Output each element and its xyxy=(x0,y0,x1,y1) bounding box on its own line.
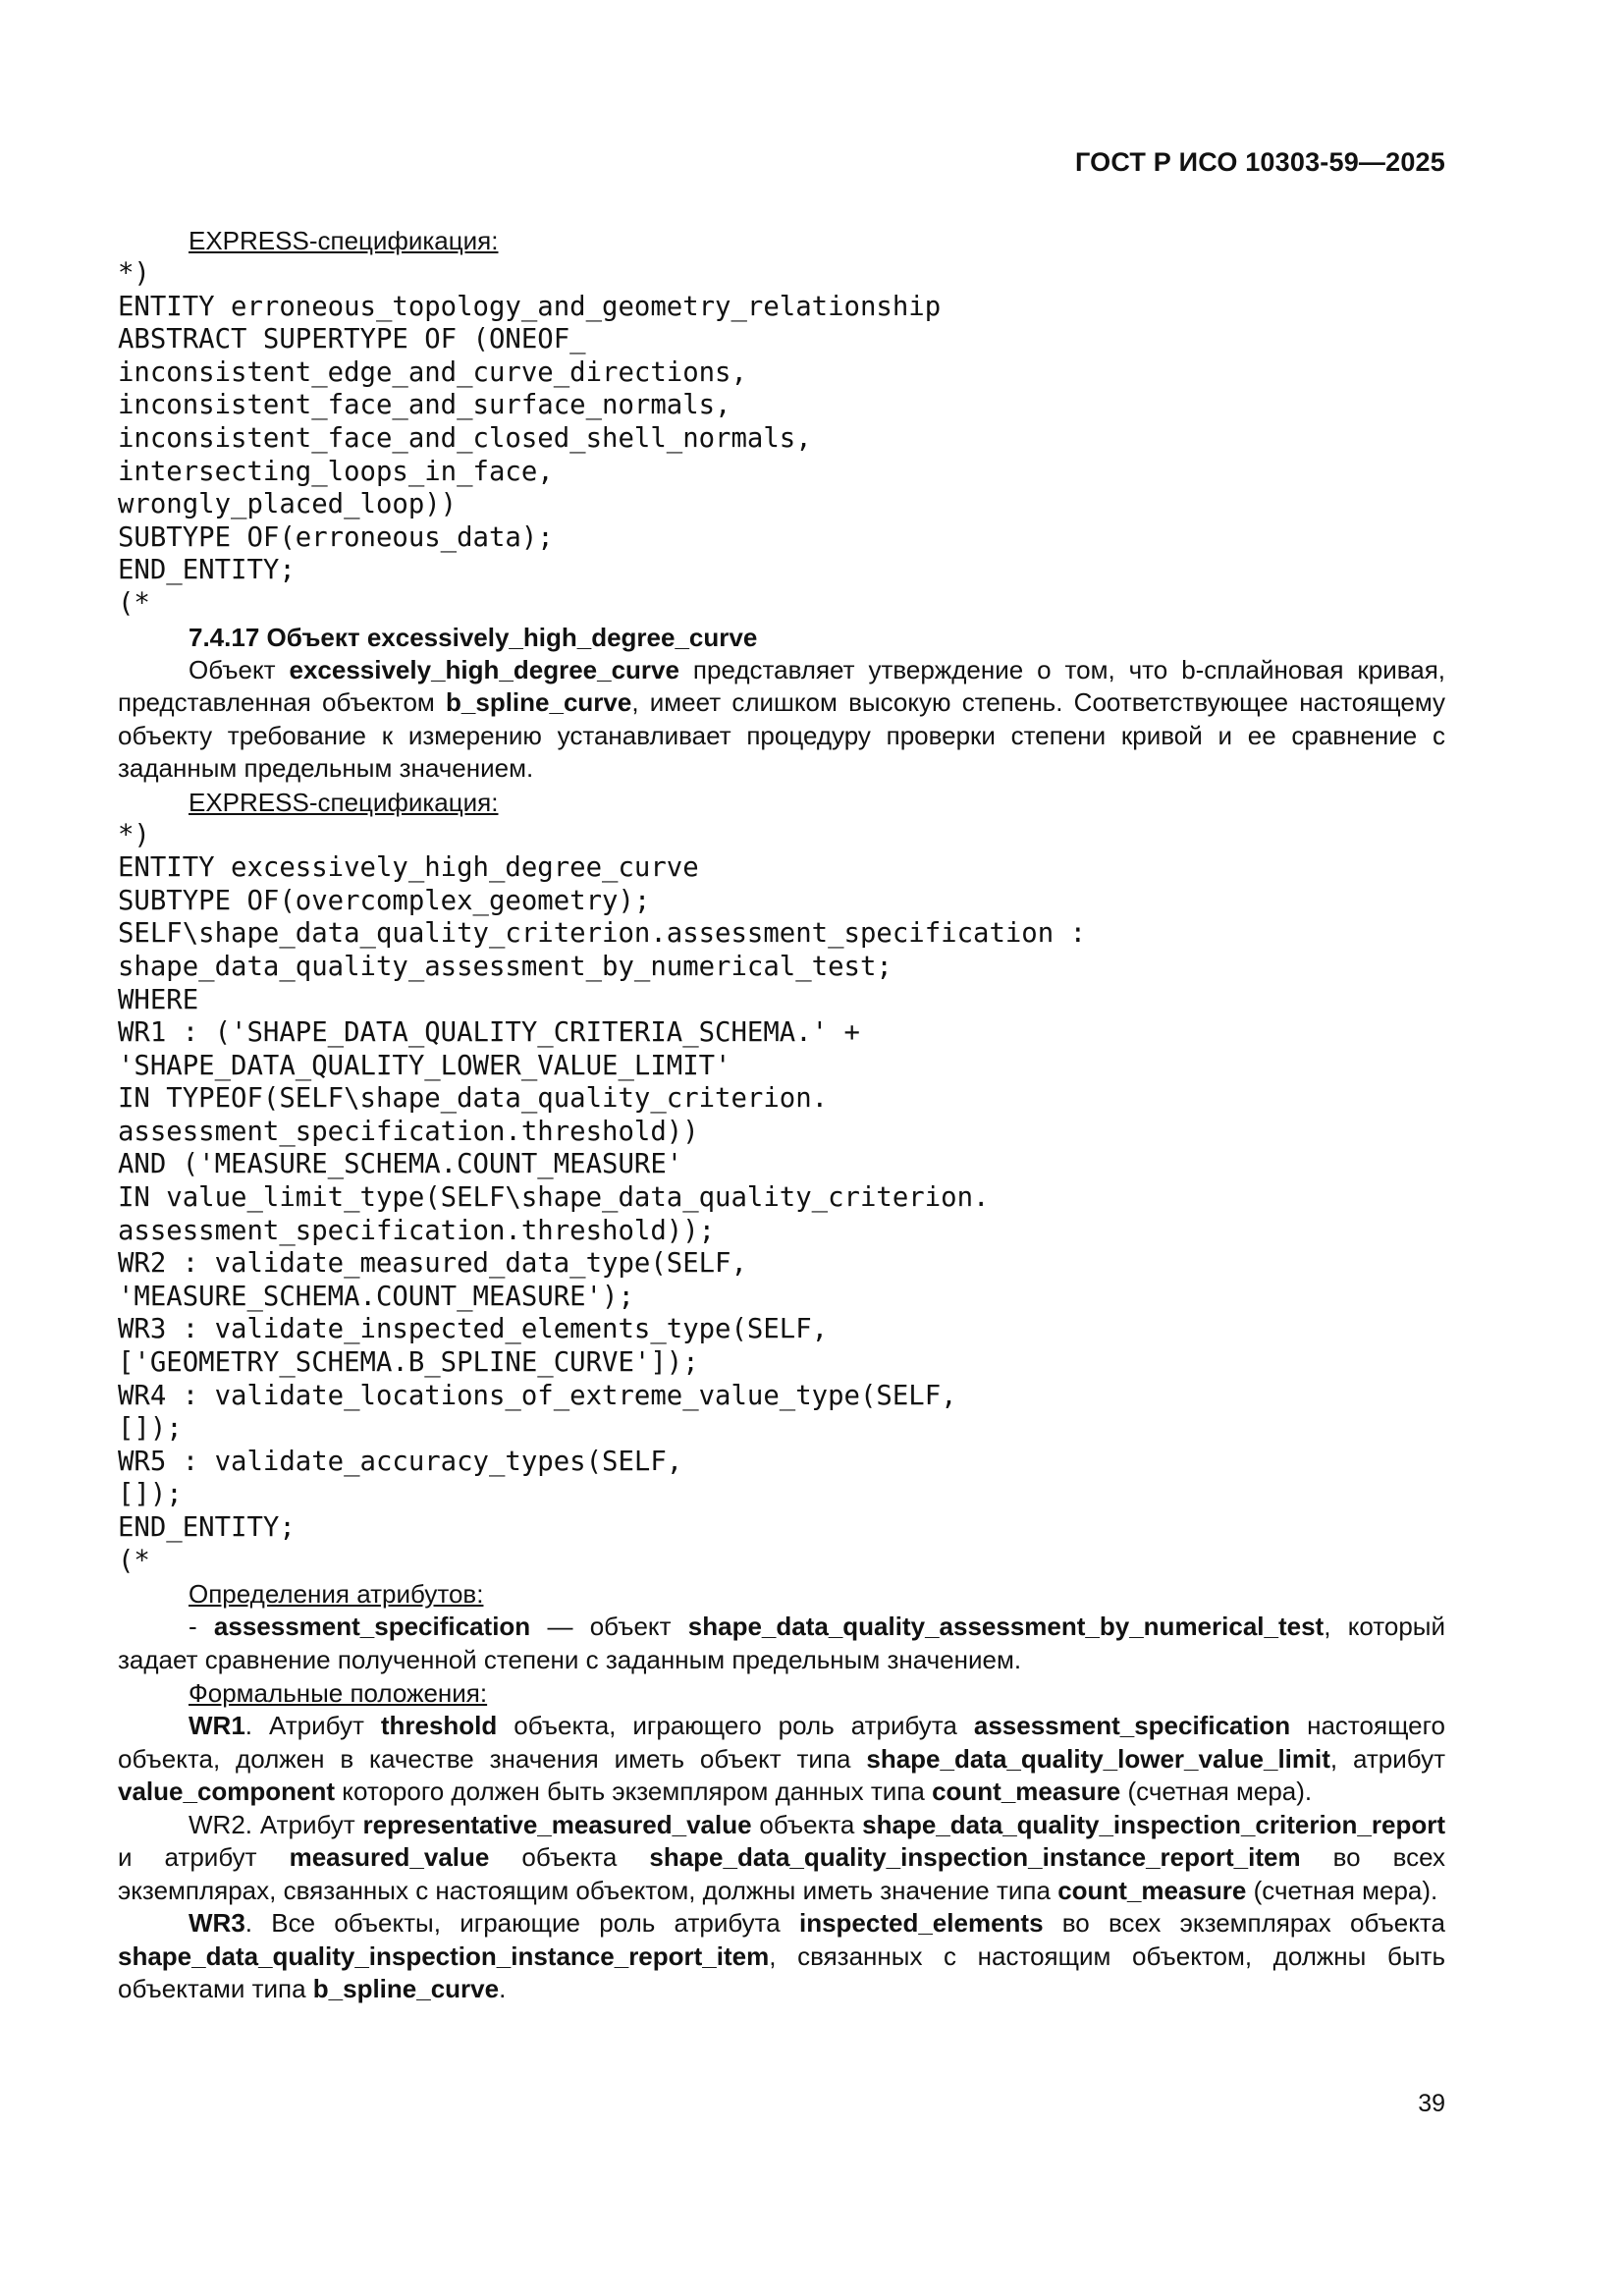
formal-propositions-label: Формальные положения: xyxy=(189,1678,488,1709)
text-run: . Все объекты, играющие роль атрибута xyxy=(244,1908,799,1939)
bold-term: WR1 xyxy=(189,1711,245,1741)
bold-term: shape_data_quality_inspection_criterion_report xyxy=(862,1809,1446,1839)
bold-term: count_measure xyxy=(1057,1875,1247,1905)
code-line: ENTITY erroneous_topology_and_geometry_relationship xyxy=(118,291,942,322)
text-run: , связанных с настоящим объектом, должны быть объектами типа xyxy=(118,1941,1445,2004)
code-line: inconsistent_edge_and_curve_directions, xyxy=(118,356,747,388)
code-line: ['GEOMETRY_SCHEMA.B_SPLINE_CURVE']); xyxy=(118,1347,699,1379)
formal-proposition xyxy=(118,1907,1445,2006)
code-line: IN value_limit_type(SELF\shape_data_quality_criterion. xyxy=(118,1182,990,1214)
code-line: inconsistent_face_and_closed_shell_normals, xyxy=(118,422,812,454)
code-line: []); xyxy=(118,1413,183,1445)
code-line: END_ENTITY; xyxy=(118,1512,296,1543)
attribute-definitions-label: Определения атрибутов: xyxy=(189,1579,484,1610)
code-line: IN TYPEOF(SELF\shape_data_quality_criterion. xyxy=(118,1083,829,1115)
text-run: . Атрибут xyxy=(244,1711,381,1741)
code-line: WR3 : validate_inspected_elements_type(SELF, xyxy=(118,1314,829,1345)
code-line: 'SHAPE_DATA_QUALITY_LOWER_VALUE_LIMIT' xyxy=(118,1050,731,1081)
code-line: assessment_specification.threshold)) xyxy=(118,1116,699,1147)
text-run: WR2. Атрибут xyxy=(189,1809,363,1839)
text-run: настоящего объекта, должен в качестве значения иметь объект типа xyxy=(118,1711,1446,1774)
express-code-block-relationship xyxy=(118,257,1445,621)
bold-term: shape_data_quality_inspection_instance_report_item xyxy=(118,1941,770,1971)
code-line: ABSTRACT SUPERTYPE OF (ONEOF_ xyxy=(118,324,586,355)
text-run: представляет утверждение о том, что b-сплайновая кривая, представленная объектом xyxy=(118,654,1445,718)
standard-header: ГОСТ Р ИСО 10303-59—2025 xyxy=(1075,147,1445,177)
attribute-definitions xyxy=(118,1611,1445,1676)
bold-term: excessively_high_degree_curve xyxy=(289,654,679,684)
code-line: *) xyxy=(118,819,150,850)
code-line: assessment_specification.threshold)); xyxy=(118,1215,716,1246)
code-line: 'MEASURE_SCHEMA.COUNT_MEASURE'); xyxy=(118,1281,634,1312)
code-line: AND ('MEASURE_SCHEMA.COUNT_MEASURE' xyxy=(118,1149,683,1180)
bold-term: threshold xyxy=(380,1711,498,1741)
section-heading: 7.4.17 Объект excessively_high_degree_curve xyxy=(189,622,758,652)
code-line: ENTITY excessively_high_degree_curve xyxy=(118,852,699,884)
text-run: объекта, играющего роль атрибута xyxy=(497,1711,974,1741)
text-run: объекта xyxy=(751,1809,863,1839)
bold-term: assessment_specification xyxy=(213,1612,531,1642)
text-run: объекта xyxy=(489,1842,650,1873)
code-line: WR4 : validate_locations_of_extreme_value_type(SELF, xyxy=(118,1380,957,1411)
page-content xyxy=(118,224,1445,2006)
express-code-block-curve xyxy=(118,819,1445,1578)
bold-term: assessment_specification xyxy=(973,1711,1291,1741)
express-spec-label: EXPRESS-спецификация: xyxy=(189,226,499,255)
code-line: SUBTYPE OF(overcomplex_geometry); xyxy=(118,885,651,916)
bold-term: count_measure xyxy=(932,1777,1121,1807)
text-run: . xyxy=(499,1974,507,2004)
text-run: во всех экземплярах, связанных с настоящим объектом, должны иметь значение типа xyxy=(118,1842,1446,1905)
bold-term: b_spline_curve xyxy=(312,1974,500,2004)
code-line: intersecting_loops_in_face, xyxy=(118,456,554,487)
code-line: WR5 : validate_accuracy_types(SELF, xyxy=(118,1446,683,1477)
code-line: (* xyxy=(118,587,150,619)
bold-term: measured_value xyxy=(289,1842,490,1873)
bold-term: shape_data_quality_lower_value_limit xyxy=(866,1743,1330,1774)
code-line: inconsistent_face_and_surface_normals, xyxy=(118,390,731,421)
bold-term: WR3 xyxy=(189,1908,245,1939)
document-page xyxy=(118,0,1445,2296)
formal-propositions xyxy=(118,1710,1445,2006)
text-run: которого должен быть экземпляром данных типа xyxy=(335,1777,933,1807)
bold-term: b_spline_curve xyxy=(446,687,632,718)
bold-term: inspected_elements xyxy=(798,1908,1044,1939)
text-run: и атрибут xyxy=(118,1842,290,1873)
bold-term: shape_data_quality_inspection_instance_report_item xyxy=(649,1842,1301,1873)
formal-proposition xyxy=(118,1710,1445,1809)
code-line: wrongly_placed_loop)) xyxy=(118,489,458,520)
code-line: WHERE xyxy=(118,984,199,1015)
code-line: (* xyxy=(118,1545,150,1576)
page-number: 39 xyxy=(1418,2090,1445,2117)
text-run: Объект xyxy=(189,654,290,684)
code-line: WR1 : ('SHAPE_DATA_QUALITY_CRITERIA_SCHEMA.' + xyxy=(118,1017,860,1049)
code-line: END_ENTITY; xyxy=(118,555,296,586)
code-line: WR2 : validate_measured_data_type(SELF, xyxy=(118,1248,747,1280)
bold-term: representative_measured_value xyxy=(362,1809,752,1839)
code-line: []); xyxy=(118,1479,183,1510)
text-run: — объект xyxy=(530,1612,688,1642)
code-line: SUBTYPE OF(erroneous_data); xyxy=(118,521,554,553)
attribute-definition xyxy=(118,1611,1445,1676)
text-run: , имеет слишком высокую степень. Соответствующее настоящему объекту требование к измерению устанавливает процедуру проверки степени кривой и ее сравнение с заданным предельным значением. xyxy=(118,687,1446,784)
text-run: , атрибут xyxy=(1329,1743,1445,1774)
text-run: - xyxy=(189,1612,214,1642)
text-run: (счетная мера). xyxy=(1246,1875,1438,1905)
code-line: shape_data_quality_assessment_by_numerical_test; xyxy=(118,951,893,982)
text-run: (счетная мера). xyxy=(1120,1777,1313,1807)
text-run: , который задает сравнение полученной степени с заданным предельным значением. xyxy=(118,1612,1445,1674)
section-intro-paragraph xyxy=(118,654,1445,786)
bold-term: shape_data_quality_assessment_by_numerical_test xyxy=(687,1612,1325,1642)
text-run: во всех экземплярах объекта xyxy=(1043,1908,1445,1939)
code-line: *) xyxy=(118,258,150,289)
express-spec-label: EXPRESS-спецификация: xyxy=(189,787,499,817)
code-line: SELF\shape_data_quality_criterion.assessment_specification : xyxy=(118,918,1087,950)
bold-term: value_component xyxy=(118,1777,336,1807)
formal-proposition xyxy=(118,1809,1445,1908)
